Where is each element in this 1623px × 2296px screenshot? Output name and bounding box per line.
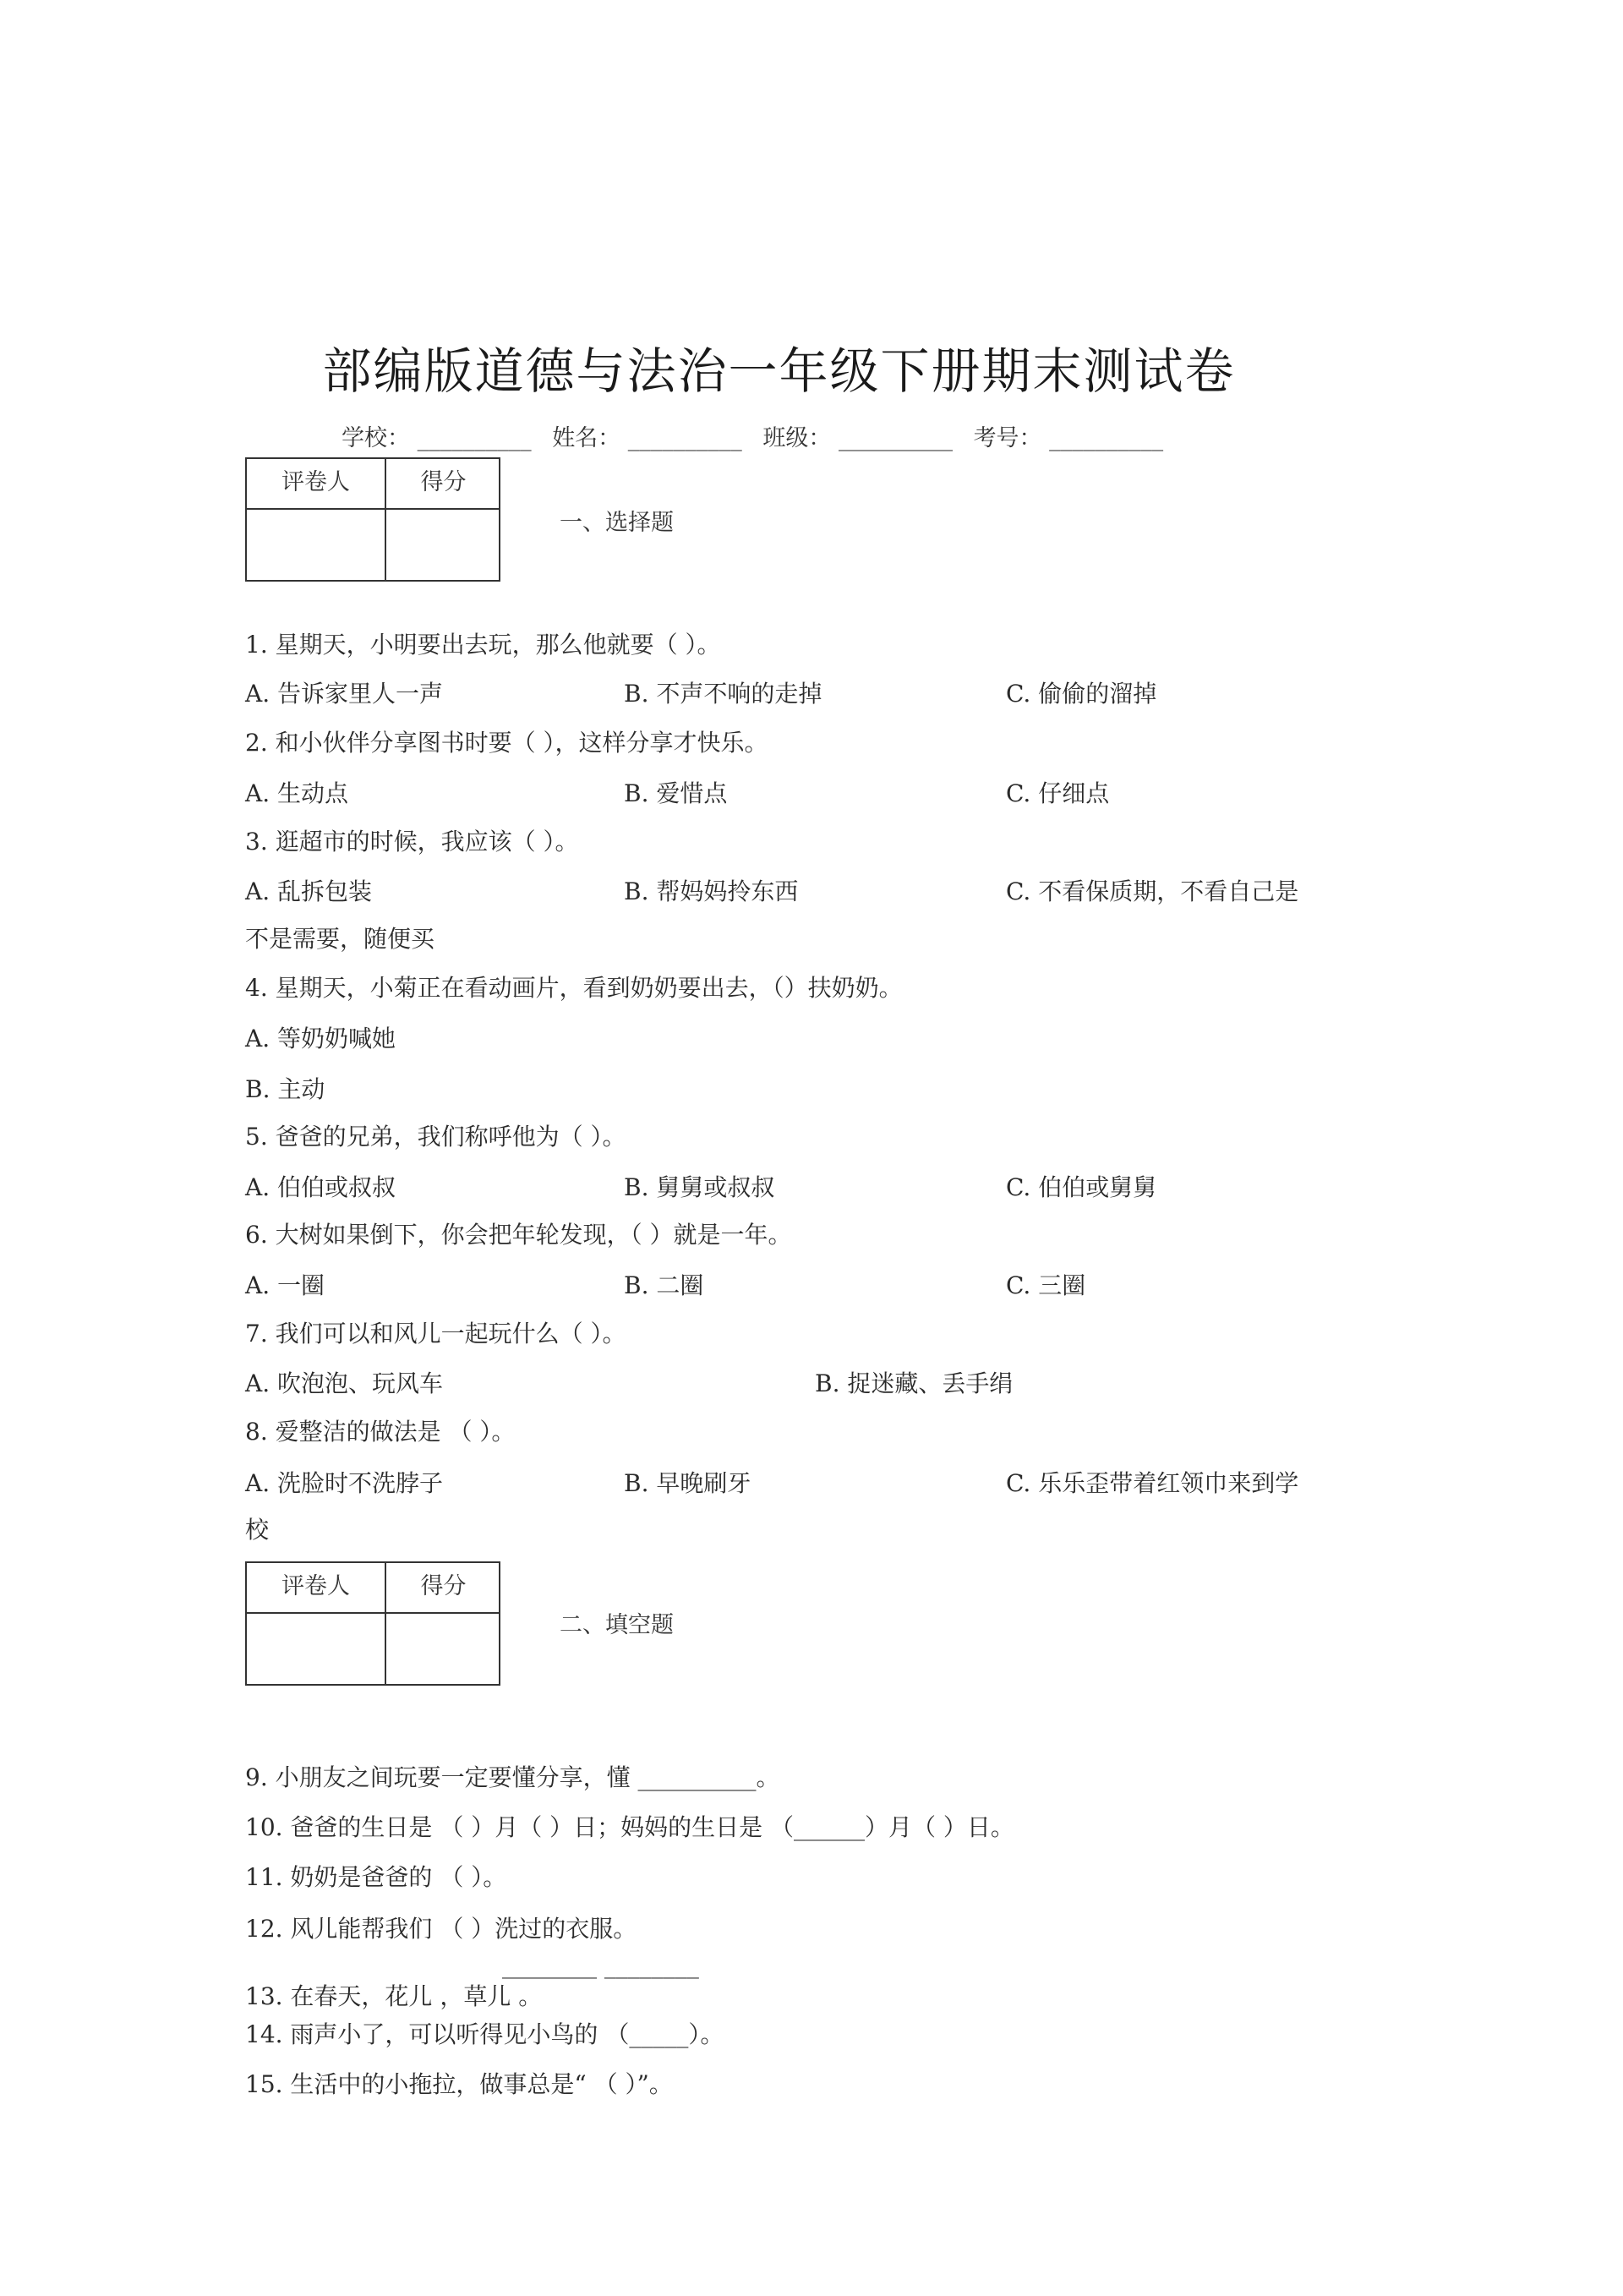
option-a[interactable]: A. 告诉家里人一声 xyxy=(245,680,444,708)
question-stem: 15. 生活中的小拖拉，做事总是“ （ ）”。 xyxy=(245,2070,673,2098)
school-field[interactable]: 学校： __________ xyxy=(342,425,532,451)
question-stem: 10. 爸爸的生日是 （ ）月（ ）日；妈妈的生日是 （______）月（ ）日。 xyxy=(245,1813,1014,1841)
question-stem: 5. 爸爸的兄弟，我们称呼他为（ ）。 xyxy=(245,1123,626,1151)
option-a[interactable]: A. 等奶奶喊她 xyxy=(245,1025,396,1052)
option-b[interactable]: B. 帮妈妈拎东西 xyxy=(624,877,799,905)
question-stem: 14. 雨声小了，可以听得见小鸟的 （_____）。 xyxy=(245,2020,724,2048)
question-stem: 13. 在春天，花儿 ，草儿 。 xyxy=(245,1982,543,2010)
score-box-divider xyxy=(247,508,499,510)
option-a[interactable]: A. 吹泡泡、玩风车 xyxy=(245,1369,444,1397)
question-stem: 2. 和小伙伴分享图书时要（ ），这样分享才快乐。 xyxy=(245,729,768,757)
option-b[interactable]: B. 早晚刷牙 xyxy=(624,1469,751,1497)
option-a[interactable]: A. 生动点 xyxy=(245,779,349,807)
class-field[interactable]: 班级： __________ xyxy=(762,425,953,451)
option-c-continued: 校 xyxy=(245,1516,270,1544)
option-c[interactable]: C. 伯伯或舅舅 xyxy=(1006,1173,1157,1201)
number-field[interactable]: 考号： __________ xyxy=(973,425,1164,451)
option-c[interactable]: C. 不看保质期，不看自己是 xyxy=(1006,877,1299,905)
question-stem: 8. 爱整洁的做法是 （ ）。 xyxy=(245,1418,516,1446)
page-title: 部编版道德与法治一年级下册期末测试卷 xyxy=(322,342,1236,400)
question-stem: 7. 我们可以和风儿一起玩什么（ ）。 xyxy=(245,1320,626,1348)
question-stem: 3. 逛超市的时候，我应该（ ）。 xyxy=(245,828,579,856)
score-header: 得分 xyxy=(420,1573,467,1599)
option-c[interactable]: C. 仔细点 xyxy=(1006,779,1110,807)
question-stem: 6. 大树如果倒下，你会把年轮发现，（ ）就是一年。 xyxy=(245,1221,792,1249)
option-b[interactable]: B. 舅舅或叔叔 xyxy=(624,1173,775,1201)
option-a[interactable]: A. 伯伯或叔叔 xyxy=(245,1173,396,1201)
option-b[interactable]: B. 不声不响的走掉 xyxy=(624,680,822,708)
option-a[interactable]: A. 一圈 xyxy=(245,1271,325,1299)
question-stem: 9. 小朋友之间玩要一定要懂分享，懂 __________。 xyxy=(245,1763,780,1791)
option-b[interactable]: B. 二圈 xyxy=(624,1271,704,1299)
section-title: 一、选择题 xyxy=(560,510,674,536)
option-b[interactable]: B. 主动 xyxy=(245,1075,325,1103)
question-stem: 4. 星期天，小菊正在看动画片，看到奶奶要出去，（）扶奶奶。 xyxy=(245,974,903,1002)
option-a[interactable]: A. 洗脸时不洗脖子 xyxy=(245,1469,444,1497)
option-b[interactable]: B. 爱惜点 xyxy=(624,779,728,807)
student-info-row xyxy=(342,419,1177,452)
score-box xyxy=(245,457,500,582)
question-stem: 11. 奶奶是爸爸的 （ ）。 xyxy=(245,1863,507,1891)
score-box xyxy=(245,1561,500,1686)
grader-header: 评卷人 xyxy=(247,1563,386,1684)
name-field[interactable]: 姓名： __________ xyxy=(552,425,742,451)
section-title: 二、填空题 xyxy=(560,1612,674,1638)
score-header: 得分 xyxy=(420,469,467,495)
option-b[interactable]: B. 捉迷藏、丢手绢 xyxy=(815,1369,1014,1397)
option-a[interactable]: A. 乱拆包装 xyxy=(245,877,373,905)
option-c[interactable]: C. 三圈 xyxy=(1006,1271,1086,1299)
option-c-continued: 不是需要，随便买 xyxy=(245,925,435,953)
question-stem: 1. 星期天，小明要出去玩，那么他就要（ ）。 xyxy=(245,631,721,659)
grader-header: 评卷人 xyxy=(247,459,386,580)
answer-blanks[interactable]: ________ ________ xyxy=(502,1951,699,1979)
option-c[interactable]: C. 乐乐歪带着红领巾来到学 xyxy=(1006,1469,1299,1497)
question-stem: 12. 风儿能帮我们 （ ）洗过的衣服。 xyxy=(245,1915,637,1943)
option-c[interactable]: C. 偷偷的溜掉 xyxy=(1006,680,1157,708)
score-box-divider xyxy=(247,1612,499,1614)
